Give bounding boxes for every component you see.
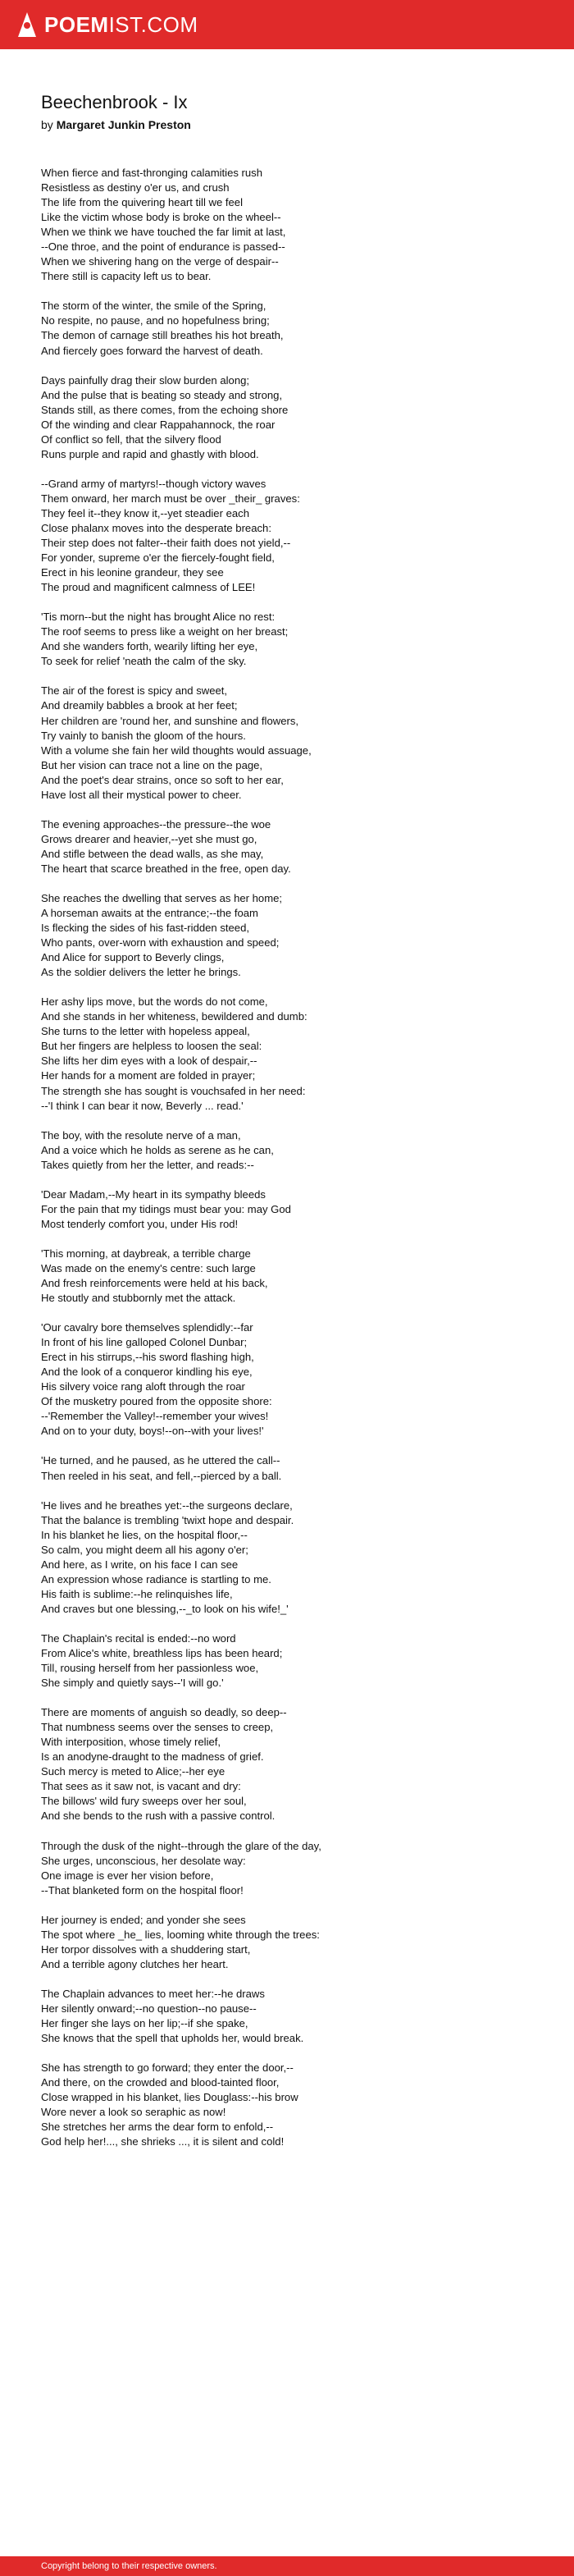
poem-line: Till, rousing herself from her passionless woe, <box>41 1662 259 1675</box>
poem-line: The strength she has sought is vouchsafed in her need: <box>41 1084 306 1097</box>
poem-line: Is an anodyne-draught to the madness of grief. <box>41 1750 264 1764</box>
stanza <box>41 373 574 462</box>
poem-line: --One throe, and the point of endurance is passed-- <box>41 240 285 254</box>
poem-line: She simply and quietly says--'I will go.' <box>41 1677 224 1690</box>
poem-line: Try vainly to banish the gloom of the hours. <box>41 729 246 742</box>
poem-line: --That blanketed form on the hospital floor! <box>41 1883 244 1897</box>
poem-line: And the pulse that is beating so steady and strong, <box>41 388 283 401</box>
poem-line: And stifle between the dead walls, as she may, <box>41 847 264 860</box>
poem-line: But her fingers are helpless to loosen the seal: <box>41 1040 262 1053</box>
poem-line: Most tenderly comfort you, under His rod! <box>41 1217 239 1230</box>
poem-line: 'Dear Madam,--My heart in its sympathy bleeds <box>41 1187 266 1201</box>
poem-line: There are moments of anguish so deadly, so deep-- <box>41 1706 287 1719</box>
poem-line: --Grand army of martyrs!--though victory waves <box>41 477 266 490</box>
poem-line: Her children are 'round her, and sunshine and flowers, <box>41 714 299 727</box>
poem-line: 'This morning, at daybreak, a terrible charge <box>41 1247 251 1260</box>
poem-line: And she wanders forth, wearily lifting her eye, <box>41 640 258 653</box>
poem-line: Was made on the enemy's centre: such large <box>41 1261 256 1274</box>
poem-line: Days painfully drag their slow burden along; <box>41 373 250 387</box>
poem-line: No respite, no pause, and no hopefulness bring; <box>41 314 270 327</box>
poem-title: Beechenbrook - Ix <box>41 92 188 112</box>
poem-line: They feel it--they know it,--yet steadier each <box>41 506 249 519</box>
poem-line: Stands still, as there comes, from the echoing shore <box>41 403 289 416</box>
poem-line: And fresh reinforcements were held at his back, <box>41 1277 268 1289</box>
poem-line: --'I think I can bear it now, Beverly ... read.' <box>41 1099 244 1112</box>
poem-line: In his blanket he lies, on the hospital floor,-- <box>41 1528 248 1541</box>
poem-line: Her hands for a moment are folded in prayer; <box>41 1069 256 1082</box>
stanza <box>41 891 574 980</box>
site-logo[interactable] <box>44 12 198 38</box>
poem-line: Erect in his stirrups,--his sword flashing high, <box>41 1351 254 1364</box>
poem-line: Runs purple and rapid and ghastly with blood. <box>41 447 259 460</box>
poem-line: So calm, you might deem all his agony o'er; <box>41 1543 248 1556</box>
poem-line: The billows' wild fury sweeps over her soul, <box>41 1795 247 1808</box>
poem-line: She knows that the spell that upholds her, would break. <box>41 2032 304 2045</box>
stanza <box>41 817 574 876</box>
poem-line: Like the victim whose body is broke on the wheel-- <box>41 211 281 224</box>
stanza <box>41 1247 574 1306</box>
poem-line: 'He lives and he breathes yet:--the surgeons declare, <box>41 1498 293 1512</box>
site-footer <box>0 2556 574 2576</box>
poem-line: She reaches the dwelling that serves as her home; <box>41 891 283 904</box>
stanza <box>41 684 574 802</box>
poem-line: Resistless as destiny o'er us, and crush <box>41 181 230 194</box>
poem-line: And fiercely goes forward the harvest of death. <box>41 344 263 357</box>
poem-line: As the soldier delivers the letter he brings. <box>41 966 241 979</box>
poem-line: And the look of a conqueror kindling his eye, <box>41 1366 253 1379</box>
poem-line: That numbness seems over the senses to creep, <box>41 1721 274 1734</box>
stanza <box>41 1320 574 1439</box>
stanza <box>41 1839 574 1898</box>
poem-line: And craves but one blessing,--_to look on his wife!_' <box>41 1602 289 1615</box>
poem-line: For the pain that my tidings must bear you: may God <box>41 1202 291 1215</box>
copyright-text: Copyright belong to their respective owners. <box>41 2561 217 2571</box>
logo-bold: POEM <box>44 11 109 37</box>
stanza <box>41 610 574 669</box>
poem-line: There still is capacity left us to bear. <box>41 270 212 283</box>
byline <box>41 118 574 131</box>
stanza <box>41 166 574 284</box>
poem-line: She urges, unconscious, her desolate way: <box>41 1854 246 1867</box>
poem-line: 'He turned, and he paused, as he uttered the call-- <box>41 1454 280 1467</box>
poem-line: The Chaplain advances to meet her:--he draws <box>41 1987 265 2000</box>
poem-line: Her torpor dissolves with a shuddering start, <box>41 1942 251 1956</box>
poem-line: Erect in his leonine grandeur, they see <box>41 566 224 579</box>
poem-line: And the poet's dear strains, once so soft to her ear, <box>41 773 284 786</box>
stanza <box>41 1453 574 1483</box>
poem-line: That sees as it saw not, is vacant and dry: <box>41 1780 241 1793</box>
stanza <box>41 1498 574 1617</box>
stanza <box>41 477 574 595</box>
poem-line: Takes quietly from her the letter, and reads:-- <box>41 1158 254 1171</box>
poem-line: Who pants, over-worn with exhaustion and speed; <box>41 936 280 949</box>
stanza <box>41 1987 574 2046</box>
poem-line: 'Our cavalry bore themselves splendidly:--far <box>41 1321 253 1334</box>
poem-line: He stoutly and stubbornly met the attack. <box>41 1292 236 1305</box>
poem-line: Is flecking the sides of his fast-ridden steed, <box>41 922 250 935</box>
poem-line: Her ashy lips move, but the words do not come, <box>41 995 268 1009</box>
poem-line: With a volume she fain her wild thoughts would assuage, <box>41 744 312 757</box>
poem-line: In front of his line galloped Colonel Dunbar; <box>41 1336 248 1349</box>
poem-line: God help her!..., she shrieks ..., it is silent and cold! <box>41 2135 285 2148</box>
poem-line: When fierce and fast-thronging calamities rush <box>41 167 263 179</box>
poem-line: An expression whose radiance is startling to me. <box>41 1572 271 1585</box>
stanza <box>41 1187 574 1232</box>
stanza <box>41 995 574 1113</box>
poem-line: And there, on the crowded and blood-tainted floor, <box>41 2076 280 2089</box>
poem-line: And here, as I write, on his face I can see <box>41 1558 239 1571</box>
poem-line: The spot where _he_ lies, looming white through the trees: <box>41 1928 320 1941</box>
poem-line: The Chaplain's recital is ended:--no word <box>41 1631 236 1645</box>
poem-line: Wore never a look so seraphic as now! <box>41 2106 226 2119</box>
poem-line: Close phalanx moves into the desperate breach: <box>41 521 271 534</box>
poem-line: And she stands in her whiteness, bewildered and dumb: <box>41 1010 308 1023</box>
poem-line: She lifts her dim eyes with a look of despair,-- <box>41 1055 257 1068</box>
poem-line: Have lost all their mystical power to cheer. <box>41 788 242 801</box>
poem-line: His silvery voice rang aloft through the roar <box>41 1380 245 1393</box>
stanza <box>41 1913 574 1972</box>
poem-line: And she bends to the rush with a passive control. <box>41 1810 276 1823</box>
poem-line: The proud and magnificent calmness of LEE! <box>41 581 256 594</box>
poem-line: For yonder, supreme o'er the fiercely-fought field, <box>41 551 275 565</box>
stanza <box>41 299 574 358</box>
poem-line: And on to your duty, boys!--on--with your lives!' <box>41 1425 264 1438</box>
stanza <box>41 1128 574 1173</box>
poem-line: Her journey is ended; and yonder she sees <box>41 1913 246 1926</box>
logo-light: IST.COM <box>108 11 198 37</box>
poem-line: Through the dusk of the night--through the glare of the day, <box>41 1839 321 1852</box>
poem-line: From Alice's white, breathless lips has been heard; <box>41 1646 283 1659</box>
stanza <box>41 1705 574 1823</box>
poem-line: --'Remember the Valley!--remember your wives! <box>41 1410 269 1423</box>
poem-line: And a voice which he holds as serene as he can, <box>41 1143 274 1156</box>
author-name[interactable]: Margaret Junkin Preston <box>56 118 191 131</box>
poem-line: Her silently onward;--no question--no pause-- <box>41 2002 257 2015</box>
poem-line: A horseman awaits at the entrance;--the foam <box>41 907 258 920</box>
poem-line: And Alice for support to Beverly clings, <box>41 951 225 964</box>
poem-line: And dreamily babbles a brook at her feet; <box>41 699 238 712</box>
poem-line: And a terrible agony clutches her heart. <box>41 1957 229 1970</box>
stanza <box>41 1631 574 1691</box>
poem-line: When we shivering hang on the verge of despair-- <box>41 255 279 268</box>
poem-line: 'Tis morn--but the night has brought Alice no rest: <box>41 611 276 624</box>
poem-line: The heart that scarce breathed in the free, open day. <box>41 862 291 875</box>
byline-prefix: by <box>41 118 53 131</box>
poem-line: She stretches her arms the dear form to enfold,-- <box>41 2121 274 2134</box>
main-content <box>0 49 574 2149</box>
poem-line: The air of the forest is spicy and sweet, <box>41 684 228 698</box>
poem-line: With interposition, whose timely relief, <box>41 1736 221 1749</box>
poem-line: She turns to the letter with hopeless appeal, <box>41 1025 250 1038</box>
poem-line: One image is ever her vision before, <box>41 1869 214 1882</box>
poem-line: The demon of carnage still breathes his hot breath, <box>41 329 284 342</box>
poem-line: The life from the quivering heart till we feel <box>41 196 243 209</box>
poem-body <box>41 166 574 2149</box>
site-header <box>0 0 574 49</box>
poem-line: But her vision can trace not a line on the page, <box>41 758 263 771</box>
poem-line: The storm of the winter, the smile of the Spring, <box>41 300 266 313</box>
pen-nib-icon[interactable] <box>18 12 36 37</box>
poem-line: Them onward, her march must be over _their_ graves: <box>41 492 300 505</box>
poem-line: Such mercy is meted to Alice;--her eye <box>41 1765 226 1778</box>
poem-line: Grows drearer and heavier,--yet she must go, <box>41 832 257 845</box>
poem-line: His faith is sublime:--he relinquishes life, <box>41 1587 233 1600</box>
poem-line: Of conflict so fell, that the silvery flood <box>41 432 221 446</box>
poem-line: Close wrapped in his blanket, lies Douglass:--his brow <box>41 2091 298 2104</box>
stanza <box>41 2061 574 2149</box>
poem-line: Of the musketry poured from the opposite shore: <box>41 1395 272 1408</box>
poem-line: The roof seems to press like a weight on her breast; <box>41 625 289 638</box>
poem-line: Their step does not falter--their faith does not yield,-- <box>41 537 291 550</box>
poem-line: That the balance is trembling 'twixt hope and despair. <box>41 1513 294 1526</box>
poem-line: Her finger she lays on her lip;--if she spake, <box>41 2016 248 2029</box>
poem-line: The evening approaches--the pressure--the woe <box>41 817 271 830</box>
poem-line: When we think we have touched the far limit at last, <box>41 226 286 239</box>
poem-line: The boy, with the resolute nerve of a man, <box>41 1128 241 1142</box>
poem-line: To seek for relief 'neath the calm of the sky. <box>41 655 247 668</box>
poem-line: Then reeled in his seat, and fell,--pierced by a ball. <box>41 1469 282 1482</box>
poem-line: She has strength to go forward; they enter the door,-- <box>41 2061 294 2075</box>
poem-line: Of the winding and clear Rappahannock, the roar <box>41 418 276 431</box>
